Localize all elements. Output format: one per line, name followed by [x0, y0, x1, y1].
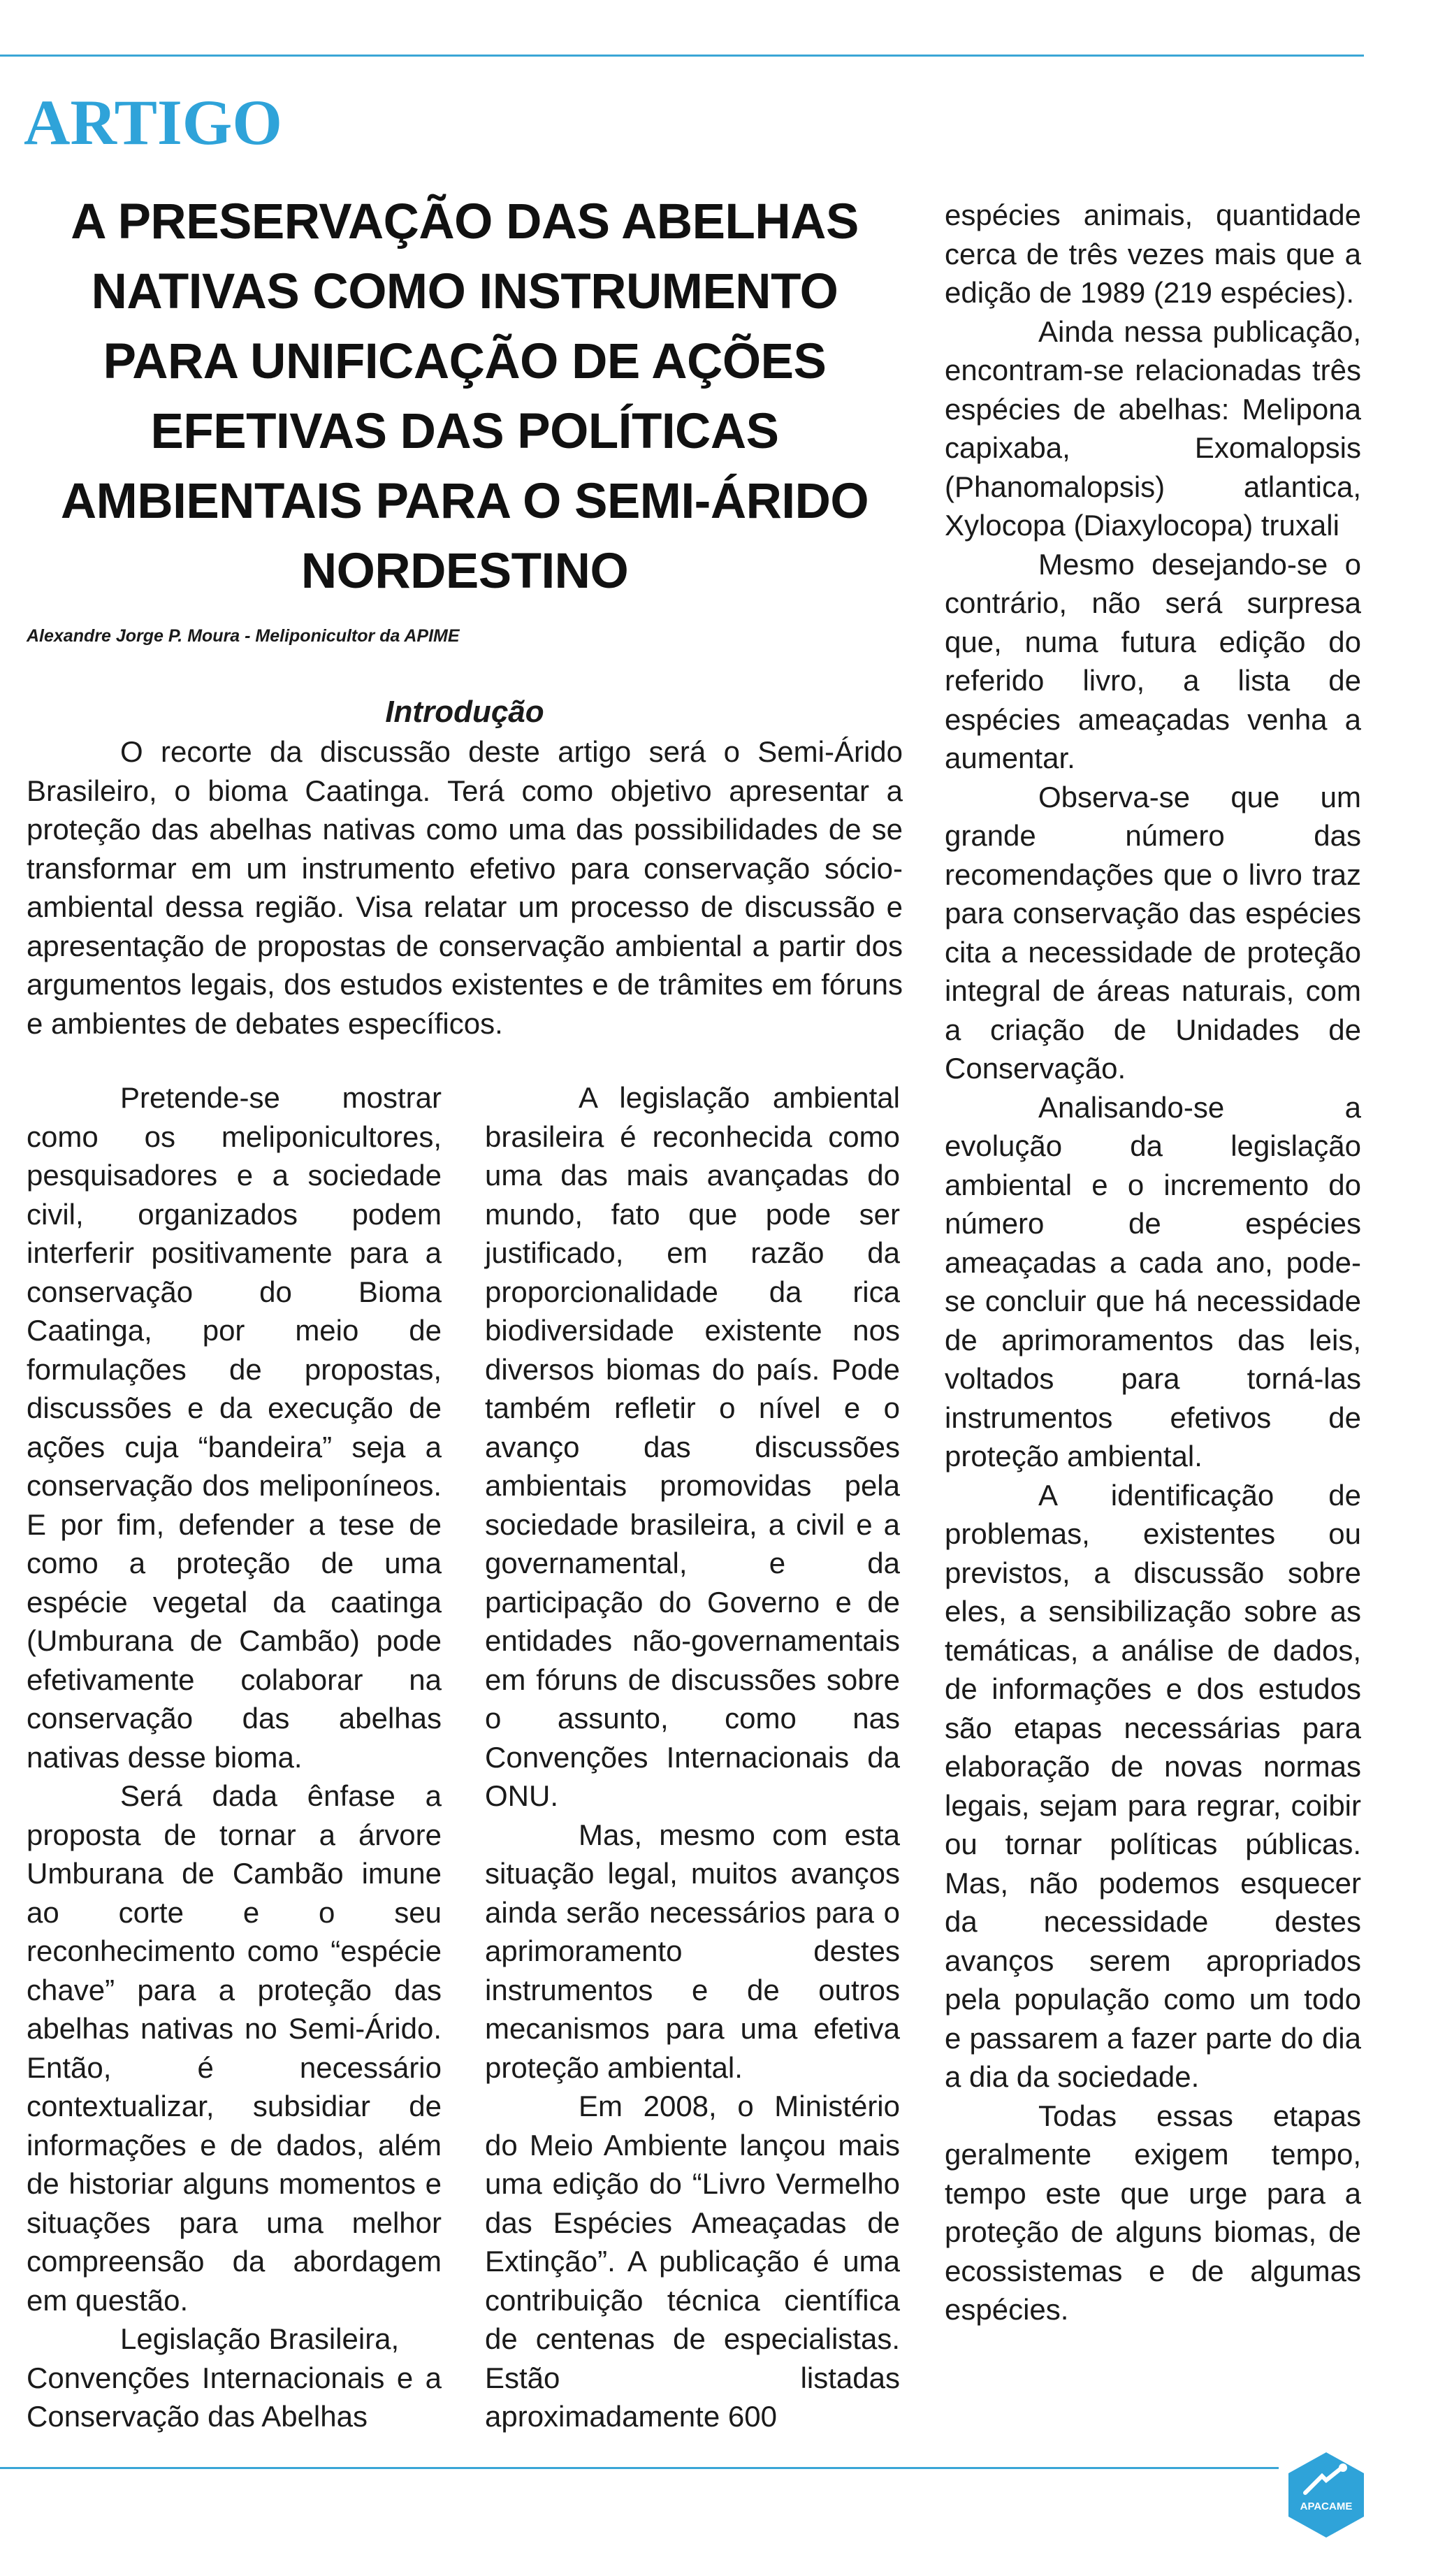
intro-paragraph: O recorte da discussão deste artigo será o Semi-Árido Brasileiro, o bioma Caatinga. Terá como objetivo apresentar a proteção das abelhas nativas como uma das possibilidades de se transformar em um instrumento efetivo para conservação sócio-ambiental dessa região. Visa relatar um processo de discussão e apresentação de propostas de conservação ambiental a partir dos argumentos legais, dos estudos existentes e de trâmites em fóruns e ambientes de debates específicos. — [27, 735, 903, 1040]
article-title: A PRESERVAÇÃO DAS ABELHAS NATIVAS COMO INSTRUMENTO PARA UNIFICAÇÃO DE AÇÕES EFETIVAS DAS POLÍTICAS AMBIENTAIS PARA O SEMI-ÁRIDO NORDESTINO — [60, 194, 869, 599]
body-paragraph: espécies animais, quantidade cerca de três vezes mais que a edição de 1989 (219 espécies). — [945, 198, 1361, 309]
section-label: ARTIGO — [24, 87, 282, 158]
logo-text: APACAME — [1300, 2501, 1353, 2512]
author-byline: Alexandre Jorge P. Moura - Meliponicultor da APIME — [27, 626, 460, 646]
subheading-line: Convenções Internacionais e a Conservação das Abelhas — [27, 2361, 442, 2433]
logo-hexagon — [1288, 2452, 1364, 2538]
body-paragraph: A legislação ambiental brasileira é reconhecida como uma das mais avançadas do mundo, fato que pode ser justificado, em razão da proporcionalidade da rica biodiversidade existente nos diversos biomas do país. Pode também refletir o nível e o avanço das discussões ambientais promovidas pela sociedade brasileira, a civil e a governamental, e da participação do Governo e de entidades não-governamentais em fóruns de discussões sobre o assunto, como nas Convenções Internacionais da ONU. — [485, 1081, 900, 1812]
bottom-rule — [0, 2467, 1279, 2469]
body-paragraph: Mesmo desejando-se o contrário, não será surpresa que, numa futura edição do referido livro, a lista de espécies ameaçadas venha a aumentar. — [945, 547, 1361, 774]
column-middle — [485, 1078, 900, 2436]
body-paragraph: Em 2008, o Ministério do Meio Ambiente lançou mais uma edição do “Livro Vermelho das Espécies Ameaçadas de Extinção”. A publicação é uma contribuição técnica científica de centenas de especialistas. Estão listadas aproximadamente 600 — [485, 2090, 900, 2433]
body-paragraph: Será dada ênfase a proposta de tornar a árvore Umburana de Cambão imune ao corte e o seu reconhecimento como “espécie chave” para a proteção das abelhas nativas no Semi-Árido. Então, é necessário contextualizar, subsidiar de informações e de dados, além de historiar alguns momentos e situações para uma melhor compreensão da abordagem em questão. — [27, 1779, 442, 2317]
body-paragraph: Analisando-se a evolução da legislação ambiental e o incremento do número de espécies ameaçadas a cada ano, pode-se concluir que há necessidade de aprimoramentos das leis, voltados para torná-las instrumentos efetivos de proteção ambiental. — [945, 1090, 1361, 1472]
introduction-section — [27, 692, 903, 1043]
body-paragraph: Todas essas etapas geralmente exigem tempo, tempo este que urge para a proteção de alguns biomas, de ecossistemas e de algumas espécies. — [945, 2099, 1361, 2326]
column-left — [27, 1078, 442, 2436]
column-right — [945, 196, 1361, 2329]
body-paragraph: Pretende-se mostrar como os meliponicultores, pesquisadores e a sociedade civil, organizados podem interferir positivamente para a conservação do Bioma Caatinga, por meio de formulações de propostas, discussões e da execução de ações cuja “bandeira” seja a conservação dos meliponíneos. E por fim, defender a tese de como a proteção de uma espécie vegetal da caatinga (Umburana de Cambão) pode efetivamente colaborar na conservação das abelhas nativas desse bioma. — [27, 1081, 442, 1774]
body-paragraph: Mas, mesmo com esta situação legal, muitos avanços ainda serão necessários para o aprimoramento destes instrumentos e de outros mecanismos para uma efetiva proteção ambiental. — [485, 1818, 900, 2084]
apacame-logo — [1284, 2450, 1368, 2540]
logo-bee-body — [1339, 2463, 1347, 2472]
introduction-heading: Introdução — [385, 695, 544, 729]
subheading-line: Legislação Brasileira, — [120, 2322, 400, 2355]
top-rule — [0, 55, 1364, 57]
body-paragraph: Observa-se que um grande número das recomendações que o livro traz para conservação das espécies cita a necessidade de proteção integral de áreas naturais, com a criação de Unidades de Conservação. — [945, 780, 1361, 1085]
body-paragraph: A identificação de problemas, existentes ou previstos, a discussão sobre eles, a sensibilização sobre as temáticas, a análise de dados, de informações e dos estudos são etapas necessárias para elaboração de novas normas legais, sejam para regrar, coibir ou tornar políticas públicas. Mas, não podemos esquecer da necessidade destes avanços serem apropriados pela população como um todo e passarem a fazer parte do dia a dia da sociedade. — [945, 1478, 1361, 2093]
body-paragraph: Ainda nessa publicação, encontram-se relacionadas três espécies de abelhas: Melipona capixaba, Exomalopsis (Phanomalopsis) atlantica, Xylocopa (Diaxylocopa) truxali — [945, 314, 1361, 542]
